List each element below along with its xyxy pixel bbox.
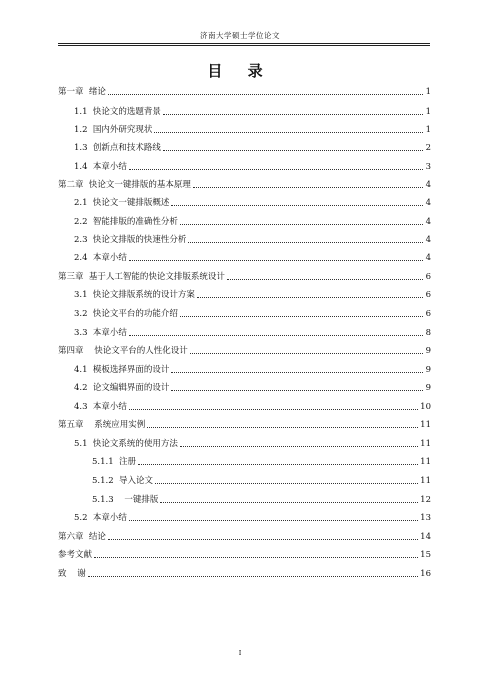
toc-entry[interactable]: [58, 105, 431, 117]
toc-entry[interactable]: [58, 400, 431, 412]
dot-leader: [163, 114, 423, 115]
toc-entry-label: 第二章 快论文一键排版的基本原理: [58, 180, 191, 190]
dot-leader: [129, 260, 423, 261]
toc-entry[interactable]: [58, 530, 431, 542]
toc-entry[interactable]: [58, 344, 431, 356]
toc-entry-label: 第六章 结论: [58, 532, 106, 542]
dot-leader: [129, 335, 423, 336]
page-number: I: [238, 649, 242, 657]
toc-entry-label: 1.4 本章小结: [74, 162, 127, 172]
toc-entry[interactable]: [58, 233, 431, 245]
toc-entry-page: 15: [420, 550, 431, 560]
toc-entry-label: 5.2 本章小结: [74, 513, 127, 523]
dot-leader: [163, 150, 423, 151]
toc-entry-page: 13: [420, 513, 431, 523]
toc-entry-label: 参考文献: [58, 550, 93, 560]
toc-entry-label: 1.1 快论文的选题背景: [74, 107, 161, 117]
toc-entry-label: 2.2 智能排版的准确性分析: [74, 217, 178, 227]
toc-entry-page: 4: [425, 235, 431, 245]
toc-entry[interactable]: [58, 160, 431, 172]
dot-leader: [129, 169, 423, 170]
running-header: 济南大学硕士学位论文: [200, 31, 280, 40]
toc-entry-page: 4: [425, 198, 431, 208]
toc-entry-label: 2.3 快论文排版的快速性分析: [74, 235, 187, 245]
dot-leader: [108, 94, 423, 95]
toc-entry-page: 1: [425, 107, 431, 117]
toc-entry-page: 3: [425, 162, 431, 172]
toc-entry[interactable]: [58, 437, 431, 449]
toc-entry-label: 5.1.1 注册: [92, 457, 137, 467]
toc-entry-label: 4.3 本章小结: [74, 402, 127, 412]
toc-entry-page: 16: [420, 569, 431, 579]
dot-leader: [129, 520, 418, 521]
toc-entry[interactable]: [58, 493, 431, 505]
dot-leader: [180, 316, 423, 317]
toc-entry-label: 2.4 本章小结: [74, 253, 127, 263]
toc-entry-label: 3.1 快论文排版系统的设计方案: [74, 290, 195, 300]
dot-leader: [180, 224, 423, 225]
toc-entry-label: 5.1.2 导入论文: [92, 476, 154, 486]
toc-entry-page: 2: [425, 143, 431, 153]
dot-leader: [171, 390, 423, 391]
toc-entry-label: 3.3 本章小结: [74, 328, 127, 338]
toc-entry[interactable]: [58, 215, 431, 227]
toc-entry-label: 2.1 快论文一键排版概述: [74, 198, 170, 208]
toc-entry-page: 6: [425, 290, 431, 300]
toc-entry-label: 5.1.3 一键排版: [92, 495, 159, 505]
toc-entry-label: 1.2 国内外研究现状: [74, 125, 153, 135]
header-rule-thin: [58, 45, 430, 46]
header-rule: [58, 43, 430, 44]
toc-entry[interactable]: [58, 474, 431, 486]
dot-leader: [129, 409, 418, 410]
toc-entry[interactable]: [58, 196, 431, 208]
dot-leader: [171, 372, 423, 373]
toc-entry-page: 9: [425, 346, 431, 356]
dot-leader: [180, 446, 418, 447]
toc-entry-label: 3.2 快论文平台的功能介绍: [74, 309, 178, 319]
dot-leader: [160, 502, 418, 503]
toc-entry-page: 11: [420, 439, 431, 449]
dot-leader: [147, 427, 418, 428]
toc-entry-label: 4.2 论文编辑界面的设计: [74, 383, 170, 393]
toc-entry[interactable]: [58, 381, 431, 393]
toc-entry-page: 6: [425, 309, 431, 319]
dot-leader: [171, 205, 423, 206]
toc-entry-label: 第三章 基于人工智能的快论文排版系统设计: [58, 272, 225, 282]
toc-entry-page: 8: [425, 328, 431, 338]
toc-entry[interactable]: [58, 511, 431, 523]
toc-entry-page: 11: [420, 457, 431, 467]
dot-leader: [188, 242, 423, 243]
toc-entry-label: 5.1 快论文系统的使用方法: [74, 439, 178, 449]
toc-entry-label: 4.1 模板选择界面的设计: [74, 365, 170, 375]
dot-leader: [193, 187, 423, 188]
toc-title: 目 录: [207, 62, 273, 80]
dot-leader: [154, 132, 423, 133]
toc-entry-page: 11: [420, 420, 431, 430]
toc-entry[interactable]: [58, 567, 431, 579]
dot-leader: [138, 464, 418, 465]
toc-entry-page: 12: [420, 495, 431, 505]
toc-entry[interactable]: [58, 307, 431, 319]
dot-leader: [108, 539, 418, 540]
toc-entry-page: 11: [420, 476, 431, 486]
dot-leader: [227, 279, 423, 280]
toc-entry-page: 9: [425, 383, 431, 393]
toc-entry[interactable]: [58, 418, 431, 430]
toc-entry[interactable]: [58, 85, 431, 97]
toc-entry[interactable]: [58, 123, 431, 135]
dot-leader: [190, 353, 423, 354]
toc-entry-label: 第五章 系统应用实例: [58, 420, 146, 430]
toc-entry-label: 第一章 绪论: [58, 87, 106, 97]
dot-leader: [88, 576, 418, 577]
toc-entry-page: 1: [425, 87, 431, 97]
toc-entry-page: 6: [425, 272, 431, 282]
toc-entry[interactable]: [58, 270, 431, 282]
dot-leader: [94, 557, 418, 558]
toc-entry-page: 4: [425, 253, 431, 263]
toc-entry-label: 第四章 快论文平台的人性化设计: [58, 346, 188, 356]
toc-entry-page: 10: [420, 402, 431, 412]
toc-entry-page: 14: [420, 532, 431, 542]
toc-entry-page: 1: [425, 125, 431, 135]
toc-entry-label: 致 谢: [58, 569, 86, 579]
toc-entry[interactable]: [58, 141, 431, 153]
toc-entry-page: 9: [425, 365, 431, 375]
toc-entry-page: 4: [425, 217, 431, 227]
toc-entry-label: 1.3 创新点和技术路线: [74, 143, 161, 153]
toc-entry-page: 4: [425, 180, 431, 190]
toc-entry[interactable]: [58, 178, 431, 190]
toc-entry[interactable]: [58, 363, 431, 375]
toc-entry[interactable]: [58, 251, 431, 263]
toc-entry[interactable]: [58, 326, 431, 338]
toc-entry[interactable]: [58, 455, 431, 467]
toc-entry[interactable]: [58, 288, 431, 300]
toc-entry[interactable]: [58, 548, 431, 560]
dot-leader: [197, 297, 423, 298]
dot-leader: [155, 483, 418, 484]
